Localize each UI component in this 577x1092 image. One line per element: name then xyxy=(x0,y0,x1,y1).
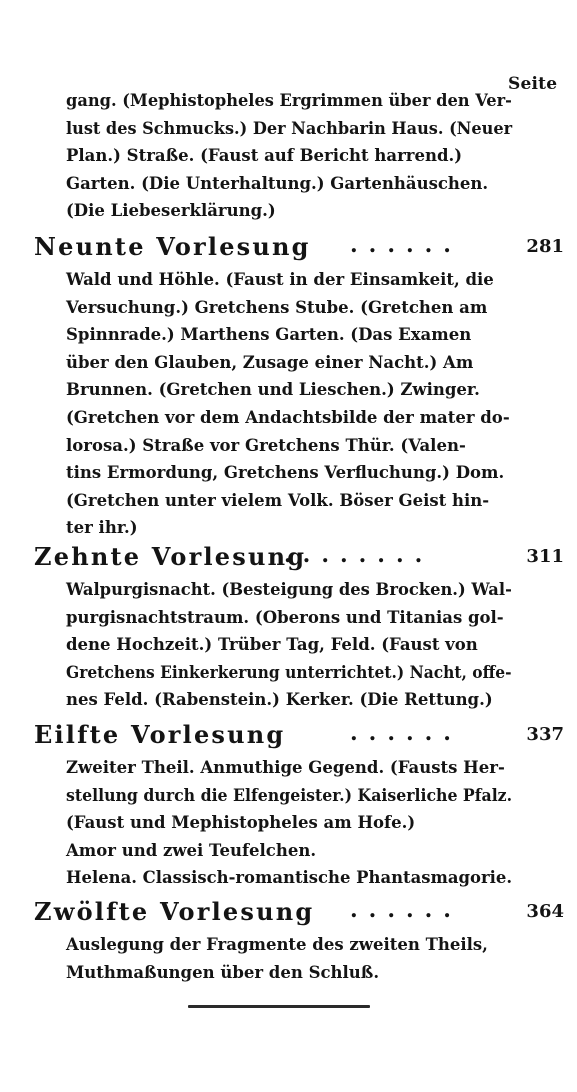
text-line: Gretchens Einkerkerung unterrichtet.) Nacht, offe- xyxy=(66,662,512,682)
text-line: nes Feld. (Rabenstein.) Kerker. (Die Rettung.) xyxy=(66,690,493,710)
text-line: tins Ermordung, Gretchens Verfluchung.) Dom. xyxy=(66,463,505,483)
leader-dots: ........ xyxy=(284,542,434,568)
text-line: ter ihr.) xyxy=(66,518,138,538)
text-line: Amor und zwei Teufelchen. xyxy=(66,840,317,860)
text-line: Versuchung.) Gretchens Stube. (Gretchen am xyxy=(66,297,488,317)
text-line: Spinnrade.) Marthens Garten. (Das Examen xyxy=(66,325,472,345)
section-heading-zehnte xyxy=(34,542,564,576)
text-line: (Die Liebeserklärung.) xyxy=(66,201,276,221)
seite-label: Seite xyxy=(508,74,558,94)
section-title: Neunte Vorlesung xyxy=(34,232,311,261)
text-line: gang. (Mephistopheles Ergrimmen über den Ver- xyxy=(66,91,512,110)
text-line: (Faust und Mephistopheles am Hofe.) xyxy=(66,813,416,833)
section-contents-zwoelfte xyxy=(66,931,512,986)
intro-paragraph xyxy=(66,87,512,225)
page-number: 364 xyxy=(526,901,564,922)
section-contents-zehnte xyxy=(66,576,512,714)
text-line: lust des Schmucks.) Der Nachbarin Haus. (Neuer xyxy=(66,118,513,138)
section-title: Eilfte Vorlesung xyxy=(34,720,286,749)
leader-dots: ...... xyxy=(350,897,462,923)
page-number: 281 xyxy=(526,236,564,257)
section-contents-eilfte xyxy=(66,754,512,892)
section-heading-eilfte xyxy=(34,720,564,754)
closing-rule xyxy=(188,1005,370,1008)
section-contents-neunte xyxy=(66,266,512,542)
text-line: Muthmaßungen über den Schluß. xyxy=(66,962,380,982)
text-line: lorosa.) Straße vor Gretchens Thür. (Valen- xyxy=(66,435,466,455)
text-line: (Gretchen unter vielem Volk. Böser Geist hin- xyxy=(66,490,490,510)
text-line: (Gretchen vor dem Andachtsbilde der mater do- xyxy=(66,407,510,427)
section-title: Zehnte Vorlesung xyxy=(34,542,307,571)
text-line: Brunnen. (Gretchen und Lieschen.) Zwinger. xyxy=(66,380,480,400)
text-line: Auslegung der Fragmente des zweiten Theils, xyxy=(66,935,488,954)
section-heading-neunte xyxy=(34,232,564,266)
text-line: Wald und Höhle. (Faust in der Einsamkeit, die xyxy=(66,270,494,289)
text-line: über den Glauben, Zusage einer Nacht.) Am xyxy=(66,352,474,372)
text-line: Zweiter Theil. Anmuthige Gegend. (Fausts Her- xyxy=(66,758,505,777)
text-line: Plan.) Straße. (Faust auf Bericht harrend.) xyxy=(66,146,463,166)
page-number: 311 xyxy=(526,546,564,567)
leader-dots: ...... xyxy=(350,720,462,746)
text-line: dene Hochzeit.) Trüber Tag, Feld. (Faust von xyxy=(66,635,478,655)
text-line: Walpurgisnacht. (Besteigung des Brocken.) Wal- xyxy=(66,580,512,599)
text-line: stellung durch die Elfengeister.) Kaiserliche Pfalz. xyxy=(66,785,513,805)
text-line: Garten. (Die Unterhaltung.) Gartenhäuschen. xyxy=(66,173,489,193)
text-line: Helena. Classisch-romantische Phantasmagorie. xyxy=(66,868,513,888)
section-heading-zwoelfte xyxy=(34,897,564,931)
leader-dots: ...... xyxy=(350,232,462,258)
text-line: purgisnachtstraum. (Oberons und Titanias gol- xyxy=(66,607,504,627)
page-number: 337 xyxy=(526,724,564,745)
section-title: Zwölfte Vorlesung xyxy=(34,897,315,926)
